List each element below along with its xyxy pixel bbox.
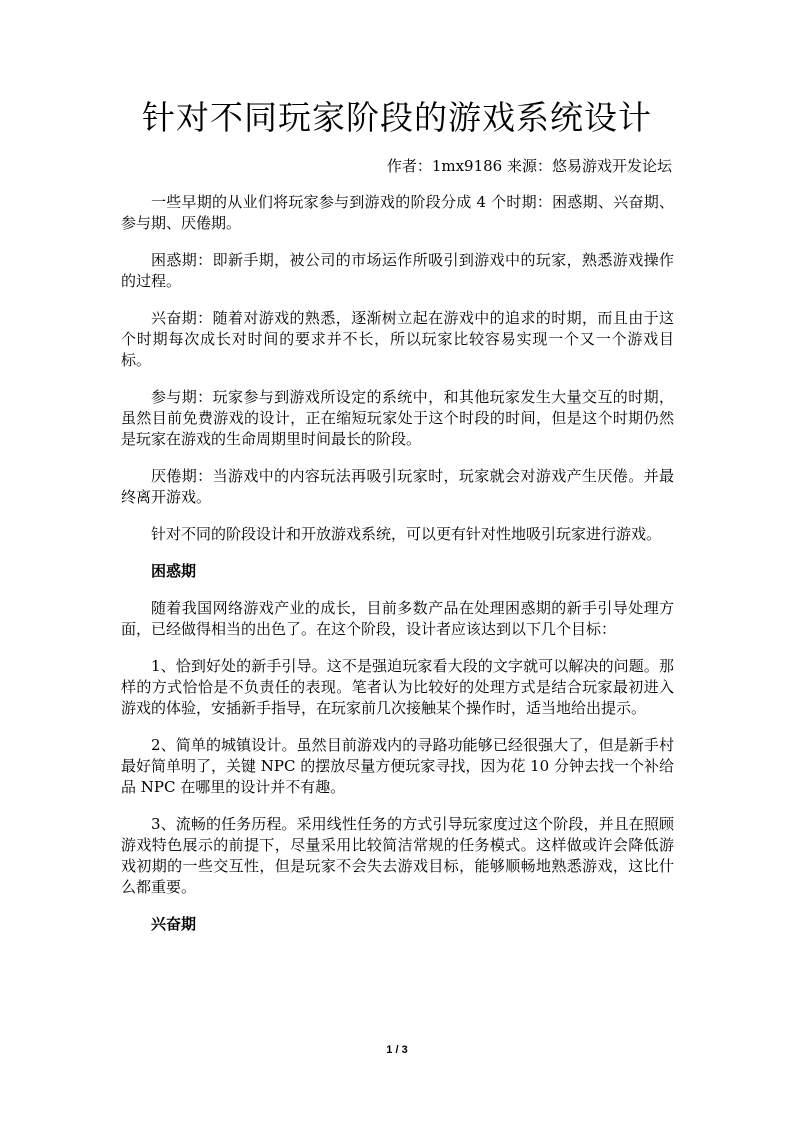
intro-paragraph: 困惑期：即新手期，被公司的市场运作所吸引到游戏中的玩家，熟悉游戏操作的过程。 — [121, 251, 674, 290]
author-byline: 作者：1mx9186 来源：悠易游戏开发论坛 — [386, 157, 672, 175]
document-title: 针对不同玩家阶段的游戏系统设计 — [142, 98, 652, 137]
section-paragraph: 3、流畅的任务历程。采用线性任务的方式引导玩家度过这个阶段，并且在照顾游戏特色展示的前提下，尽量采用比较简洁常规的任务模式。这样做或许会降低游戏初期的一些交互性，但是玩家不会失去游戏目标，能够顺畅地熟悉游戏，这比什么都重要。 — [121, 815, 674, 896]
section-heading-confusion: 困惑期 — [151, 562, 197, 580]
intro-paragraph: 一些早期的从业们将玩家参与到游戏的阶段分成 4 个时期：困惑期、兴奋期、参与期、厌倦期。 — [121, 193, 674, 232]
page-number: 1 / 3 — [386, 1044, 408, 1056]
document-body — [121, 192, 674, 951]
intro-paragraph: 兴奋期：随着对游戏的熟悉，逐渐树立起在游戏中的追求的时期，而且由于这个时期每次成长对时间的要求并不长，所以玩家比较容易实现一个又一个游戏目标。 — [121, 309, 674, 369]
section-heading-excitement: 兴奋期 — [151, 915, 197, 933]
intro-paragraph: 厌倦期：当游戏中的内容玩法再吸引玩家时，玩家就会对游戏产生厌倦。并最终离开游戏。 — [121, 467, 674, 506]
section-paragraph: 2、简单的城镇设计。虽然目前游戏内的寻路功能够已经很强大了，但是新手村最好简单明了，关键 NPC 的摆放尽量方便玩家寻找，因为花 10 分钟去找一个补给品 NPC 在哪里的设计并不有趣。 — [121, 736, 674, 796]
section-paragraph: 1、恰到好处的新手引导。这不是强迫玩家看大段的文字就可以解决的问题。那样的方式恰恰是不负责任的表现。笔者认为比较好的处理方式是结合玩家最初进入游戏的体验，安插新手指导，在玩家前几次接触某个操作时，适当地给出提示。 — [121, 657, 674, 717]
intro-paragraph: 参与期：玩家参与到游戏所设定的系统中，和其他玩家发生大量交互的时期，虽然目前免费游戏的设计，正在缩短玩家处于这个时段的时间，但是这个时期仍然是玩家在游戏的生命周期里时间最长的阶段。 — [121, 388, 674, 448]
section-paragraph: 随着我国网络游戏产业的成长，目前多数产品在处理困惑期的新手引导处理方面，已经做得相当的出色了。在这个阶段，设计者应该达到以下几个目标： — [121, 599, 674, 638]
intro-paragraph: 针对不同的阶段设计和开放游戏系统，可以更有针对性地吸引玩家进行游戏。 — [151, 525, 662, 543]
